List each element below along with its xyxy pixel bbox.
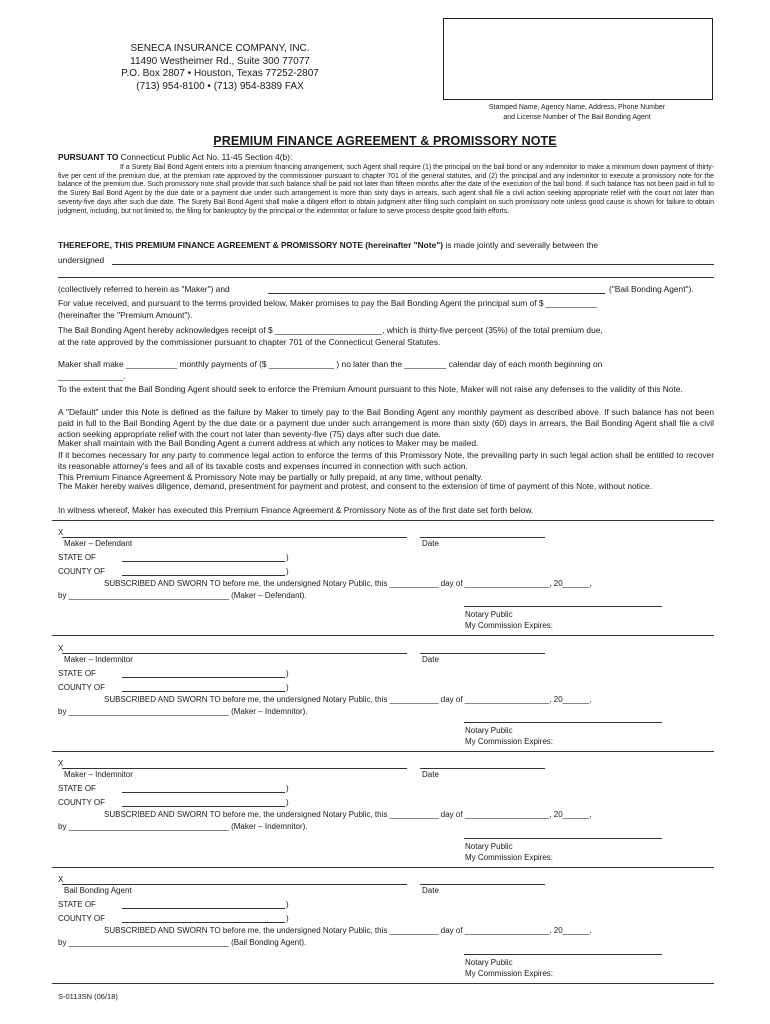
form-number: S-0113SN (06/18) bbox=[58, 992, 118, 1001]
therefore-bold: THEREFORE, THIS PREMIUM FINANCE AGREEMENT & PROMISSORY NOTE (hereinafter "Note") bbox=[58, 240, 443, 250]
state-line[interactable] bbox=[122, 677, 285, 678]
state-of-label: STATE OF bbox=[58, 784, 96, 793]
stamp-caption-line-2: and License Number of The Bail Bonding Agent bbox=[503, 113, 651, 121]
agent-name-line[interactable] bbox=[268, 293, 605, 294]
notary-signature-line[interactable] bbox=[464, 838, 662, 839]
notary-signature-line[interactable] bbox=[464, 722, 662, 723]
sworn-by bbox=[58, 938, 306, 947]
sworn-by-role: (Bail Bonding Agent). bbox=[231, 938, 307, 947]
county-of-label: COUNTY OF bbox=[58, 683, 105, 692]
enforcement-clause: To the extent that the Bail Bonding Agent should seek to enforce the Premium Amount pursuant to this Note, Maker will not raise any defenses to the validity of this Note. bbox=[58, 384, 683, 394]
state-paren: ) bbox=[286, 669, 289, 678]
sworn-by bbox=[58, 591, 307, 600]
sworn-statement: SUBSCRIBED AND SWORN TO before me, the undersigned Notary Public, this ___________ day of ___________________, 20______, bbox=[104, 926, 592, 935]
notary-public-label: Notary Public bbox=[465, 842, 513, 851]
company-header bbox=[60, 43, 380, 93]
therefore-text: is made jointly and severally between the bbox=[443, 240, 599, 250]
attorney-fees-clause: If it becomes necessary for any party to commence legal action to enforce the terms of this Promissory Note, the prevailing party in such legal action shall be entitled to recover its reasonable attorney's fees and all of its taxable costs and expenses incurred in connection with such action. bbox=[58, 450, 714, 471]
therefore-clause bbox=[58, 240, 714, 251]
agent-stamp-caption bbox=[443, 103, 711, 122]
county-of-label: COUNTY OF bbox=[58, 567, 105, 576]
signature-block-separator bbox=[52, 867, 714, 868]
sworn-by-line: by ____________________________________ bbox=[58, 591, 229, 600]
sworn-by-role: (Maker – Defendant). bbox=[231, 591, 307, 600]
maker-indemnitor-signature-line[interactable] bbox=[62, 768, 407, 769]
date-label: Date bbox=[422, 655, 439, 664]
county-paren: ) bbox=[286, 567, 289, 576]
county-paren: ) bbox=[286, 798, 289, 807]
state-of-label: STATE OF bbox=[58, 553, 96, 562]
county-of-label: COUNTY OF bbox=[58, 914, 105, 923]
signature-role: Maker – Indemnitor bbox=[64, 655, 133, 664]
pursuant-label: PURSUANT TO bbox=[58, 152, 119, 162]
state-paren: ) bbox=[286, 553, 289, 562]
signature-role: Bail Bonding Agent bbox=[64, 886, 132, 895]
signature-role: Maker – Indemnitor bbox=[64, 770, 133, 779]
signature-date-line[interactable] bbox=[420, 537, 545, 538]
maker-indemnitor-signature-line[interactable] bbox=[62, 653, 407, 654]
sworn-statement: SUBSCRIBED AND SWORN TO before me, the undersigned Notary Public, this ___________ day of ___________________, 20______, bbox=[104, 810, 592, 819]
state-paren: ) bbox=[286, 784, 289, 793]
sworn-by-role: (Maker – Indemnitor). bbox=[231, 822, 308, 831]
sworn-statement: SUBSCRIBED AND SWORN TO before me, the undersigned Notary Public, this ___________ day of ___________________, 20______, bbox=[104, 579, 592, 588]
notary-signature-line[interactable] bbox=[464, 606, 662, 607]
notary-public-label: Notary Public bbox=[465, 610, 513, 619]
sworn-by-role: (Maker – Indemnitor). bbox=[231, 707, 308, 716]
signature-date-line[interactable] bbox=[420, 768, 545, 769]
payment-start-date: ______________. bbox=[58, 371, 126, 381]
footer-separator bbox=[52, 983, 714, 984]
company-address-line-2: P.O. Box 2807 • Houston, Texas 77252-2807 bbox=[121, 68, 319, 79]
document-title: PREMIUM FINANCE AGREEMENT & PROMISSORY NOTE bbox=[213, 134, 557, 148]
agent-stamp-box bbox=[443, 18, 713, 100]
notary-signature-line[interactable] bbox=[464, 954, 662, 955]
date-label: Date bbox=[422, 539, 439, 548]
principal-sum-clause: For value received, and pursuant to the terms provided below, Maker promises to pay the Bail Bonding Agent the principal sum of $ ___________ bbox=[58, 298, 598, 308]
county-line[interactable] bbox=[122, 575, 285, 576]
sworn-statement: SUBSCRIBED AND SWORN TO before me, the undersigned Notary Public, this ___________ day of ___________________, 20______, bbox=[104, 695, 592, 704]
commission-expires-label: My Commission Expires: bbox=[465, 969, 554, 978]
maker-collective-label: (collectively referred to herein as "Maker") and bbox=[58, 284, 230, 294]
payment-schedule-clause: Maker shall make ___________ monthly payments of ($ ______________ ) no later than the _________ calendar day of each month beginning on bbox=[58, 359, 603, 369]
sworn-by-line: by ____________________________________ bbox=[58, 707, 229, 716]
notary-public-label: Notary Public bbox=[465, 958, 513, 967]
undersigned-line-1[interactable] bbox=[112, 264, 714, 265]
signature-block-separator bbox=[52, 635, 714, 636]
date-label: Date bbox=[422, 770, 439, 779]
address-clause: Maker shall maintain with the Bail Bonding Agent a current address at which any notices to Maker may be mailed. bbox=[58, 438, 479, 448]
undersigned-line-2[interactable] bbox=[58, 277, 714, 278]
county-paren: ) bbox=[286, 914, 289, 923]
signature-date-line[interactable] bbox=[420, 653, 545, 654]
date-label: Date bbox=[422, 886, 439, 895]
signature-x: X bbox=[58, 759, 64, 768]
bail-bonding-agent-ref: ("Bail Bonding Agent"). bbox=[609, 284, 694, 294]
county-line[interactable] bbox=[122, 691, 285, 692]
bail-agent-signature-line[interactable] bbox=[62, 884, 407, 885]
signature-x: X bbox=[58, 644, 64, 653]
signature-x: X bbox=[58, 528, 64, 537]
sworn-by-line: by ____________________________________ bbox=[58, 938, 229, 947]
undersigned-label: undersigned bbox=[58, 255, 105, 265]
state-line[interactable] bbox=[122, 561, 285, 562]
receipt-clause-cont: at the rate approved by the commissioner pursuant to chapter 701 of the Connecticut General Statutes. bbox=[58, 337, 441, 347]
notary-public-label: Notary Public bbox=[465, 726, 513, 735]
stamp-caption-line-1: Stamped Name, Agency Name, Address, Phone Number bbox=[488, 104, 666, 111]
signature-block-separator bbox=[52, 520, 714, 521]
company-name: SENECA INSURANCE COMPANY, INC. bbox=[130, 43, 310, 54]
state-line[interactable] bbox=[122, 908, 285, 909]
sworn-by bbox=[58, 707, 308, 716]
state-of-label: STATE OF bbox=[58, 900, 96, 909]
state-of-label: STATE OF bbox=[58, 669, 96, 678]
county-line[interactable] bbox=[122, 922, 285, 923]
maker-defendant-signature-line[interactable] bbox=[62, 537, 407, 538]
witness-clause: In witness whereof, Maker has executed this Premium Finance Agreement & Promissory Note as of the first date set forth below. bbox=[58, 505, 534, 515]
signature-block-separator bbox=[52, 751, 714, 752]
commission-expires-label: My Commission Expires: bbox=[465, 853, 554, 862]
signature-date-line[interactable] bbox=[420, 884, 545, 885]
signature-x: X bbox=[58, 875, 64, 884]
sworn-by-line: by ____________________________________ bbox=[58, 822, 229, 831]
pursuant-reference: Connecticut Public Act No. 11-45 Section 4(b): bbox=[118, 152, 293, 162]
county-paren: ) bbox=[286, 683, 289, 692]
default-clause: A "Default" under this Note is defined as the failure by Maker to timely pay to the Bail Bonding Agent any monthly payment as described above. If such balance has not been paid in full to the Bail Bonding Agent by the due date or a payment due under such arrangement is more than sixty (60) days in arrears, the Bail Bonding Agent shall file a civil action seeking appropriate relief with the court not later than seventy-five (75) days after such due date. bbox=[58, 407, 714, 439]
receipt-clause: The Bail Bonding Agent hereby acknowledges receipt of $ _______________________, which is thirty-five percent (35%) of the total premium due, bbox=[58, 325, 603, 335]
prepayment-clause: This Premium Finance Agreement & Promissory Note may be partially or fully prepaid, at any time, without penalty. bbox=[58, 472, 483, 482]
waiver-clause: The Maker hereby waives diligence, demand, presentment for payment and protest, and consent to the extension of time of payment of this Note, without notice. bbox=[58, 481, 653, 491]
statute-text: If a Surety Bail Bond Agent enters into a premium financing arrangement, such Agent shall require (1) the principal on the bail bond or any indemnitor to make a minimum down payment of thirty-five per cent of the premium due, at the premium rate approved by the commissioner pursuant to chapter 701 of the general statutes, and (2) the principal and any indemnitor to execute a promissory note for the balance of the premium due. Such promissory note shall provide that such balance shall be paid not later than fifteen months after the date of the execution of the bail bond. If such balance has not been paid in full to the Surety Bail Bond Agent by the due date or a payment due under such arrangement is more than sixty days in arrears, such agent shall file a civil action seeking appropriate relief with the court not later than seventy-five days after such due date. The Surety Bail Bond Agent shall make a diligent effort to obtain judgment after filing such complaint on such promissory note unless good cause is shown for failure to obtain judgment, including, but not limited to, the filing for bankruptcy by the principal or the indemnitor or failure to serve process despite good faith efforts. bbox=[58, 164, 714, 215]
pursuant-heading bbox=[58, 152, 714, 163]
state-paren: ) bbox=[286, 900, 289, 909]
commission-expires-label: My Commission Expires: bbox=[465, 621, 554, 630]
commission-expires-label: My Commission Expires: bbox=[465, 737, 554, 746]
signature-role: Maker – Defendant bbox=[64, 539, 133, 548]
premium-amount-label: (hereinafter the "Premium Amount"). bbox=[58, 310, 193, 320]
company-address-line-1: 11490 Westheimer Rd., Suite 300 77077 bbox=[130, 55, 310, 67]
county-of-label: COUNTY OF bbox=[58, 798, 105, 807]
county-line[interactable] bbox=[122, 806, 285, 807]
company-phone: (713) 954-8100 • (713) 954-8389 FAX bbox=[136, 80, 304, 92]
sworn-by bbox=[58, 822, 308, 831]
state-line[interactable] bbox=[122, 792, 285, 793]
